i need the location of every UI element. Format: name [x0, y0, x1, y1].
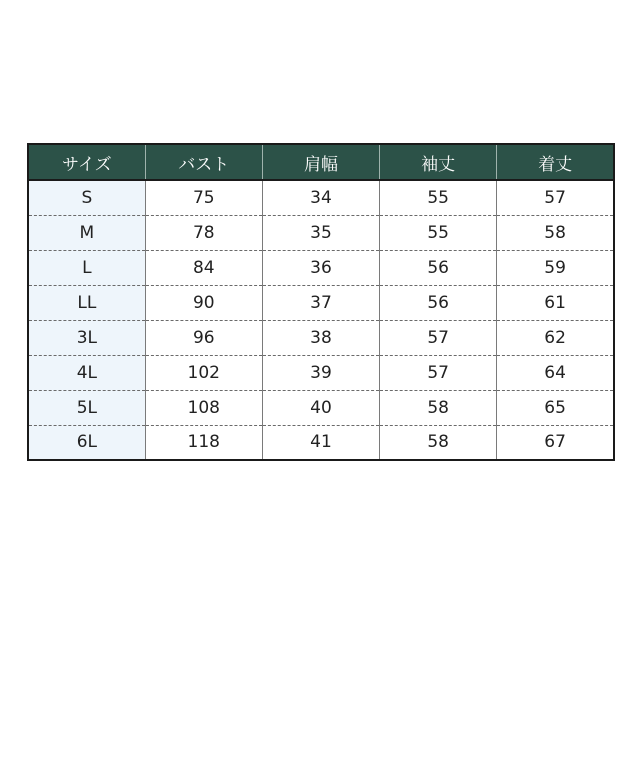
table-row: [28, 285, 614, 320]
body-length-cell: 61: [497, 285, 614, 320]
body-length-cell: 59: [497, 250, 614, 285]
sleeve-length-cell: 56: [380, 250, 497, 285]
bust-cell: 75: [145, 180, 262, 215]
size-cell: S: [28, 180, 145, 215]
header-shoulder-width: 肩幅: [262, 144, 379, 180]
bust-cell: 84: [145, 250, 262, 285]
bust-cell: 108: [145, 390, 262, 425]
bust-cell: 102: [145, 355, 262, 390]
sleeve-length-cell: 58: [380, 425, 497, 460]
size-cell: LL: [28, 285, 145, 320]
sleeve-length-cell: 55: [380, 180, 497, 215]
table-row: [28, 355, 614, 390]
shoulder-width-cell: 36: [262, 250, 379, 285]
shoulder-width-cell: 40: [262, 390, 379, 425]
sleeve-length-cell: 58: [380, 390, 497, 425]
size-chart-table: [27, 143, 615, 461]
bust-cell: 96: [145, 320, 262, 355]
size-cell: 4L: [28, 355, 145, 390]
header-bust: バスト: [145, 144, 262, 180]
body-length-cell: 62: [497, 320, 614, 355]
size-chart-body: [28, 180, 614, 460]
size-chart-header: [28, 144, 614, 180]
shoulder-width-cell: 34: [262, 180, 379, 215]
body-length-cell: 57: [497, 180, 614, 215]
table-row: [28, 250, 614, 285]
table-row: [28, 180, 614, 215]
bust-cell: 90: [145, 285, 262, 320]
body-length-cell: 64: [497, 355, 614, 390]
sleeve-length-cell: 57: [380, 320, 497, 355]
table-row: [28, 320, 614, 355]
header-size: サイズ: [28, 144, 145, 180]
header-body-length: 着丈: [497, 144, 614, 180]
bust-cell: 118: [145, 425, 262, 460]
bust-cell: 78: [145, 215, 262, 250]
size-cell: L: [28, 250, 145, 285]
size-cell: 6L: [28, 425, 145, 460]
header-row: [28, 144, 614, 180]
table-row: [28, 390, 614, 425]
shoulder-width-cell: 37: [262, 285, 379, 320]
sleeve-length-cell: 56: [380, 285, 497, 320]
header-sleeve-length: 袖丈: [380, 144, 497, 180]
table-row: [28, 425, 614, 460]
body-length-cell: 58: [497, 215, 614, 250]
sleeve-length-cell: 55: [380, 215, 497, 250]
sleeve-length-cell: 57: [380, 355, 497, 390]
shoulder-width-cell: 38: [262, 320, 379, 355]
size-cell: 5L: [28, 390, 145, 425]
shoulder-width-cell: 35: [262, 215, 379, 250]
shoulder-width-cell: 41: [262, 425, 379, 460]
body-length-cell: 67: [544, 432, 566, 453]
body-length-cell: 65: [497, 390, 614, 425]
size-cell: 3L: [28, 320, 145, 355]
size-cell: M: [28, 215, 145, 250]
shoulder-width-cell: 39: [262, 355, 379, 390]
table-row: [28, 215, 614, 250]
